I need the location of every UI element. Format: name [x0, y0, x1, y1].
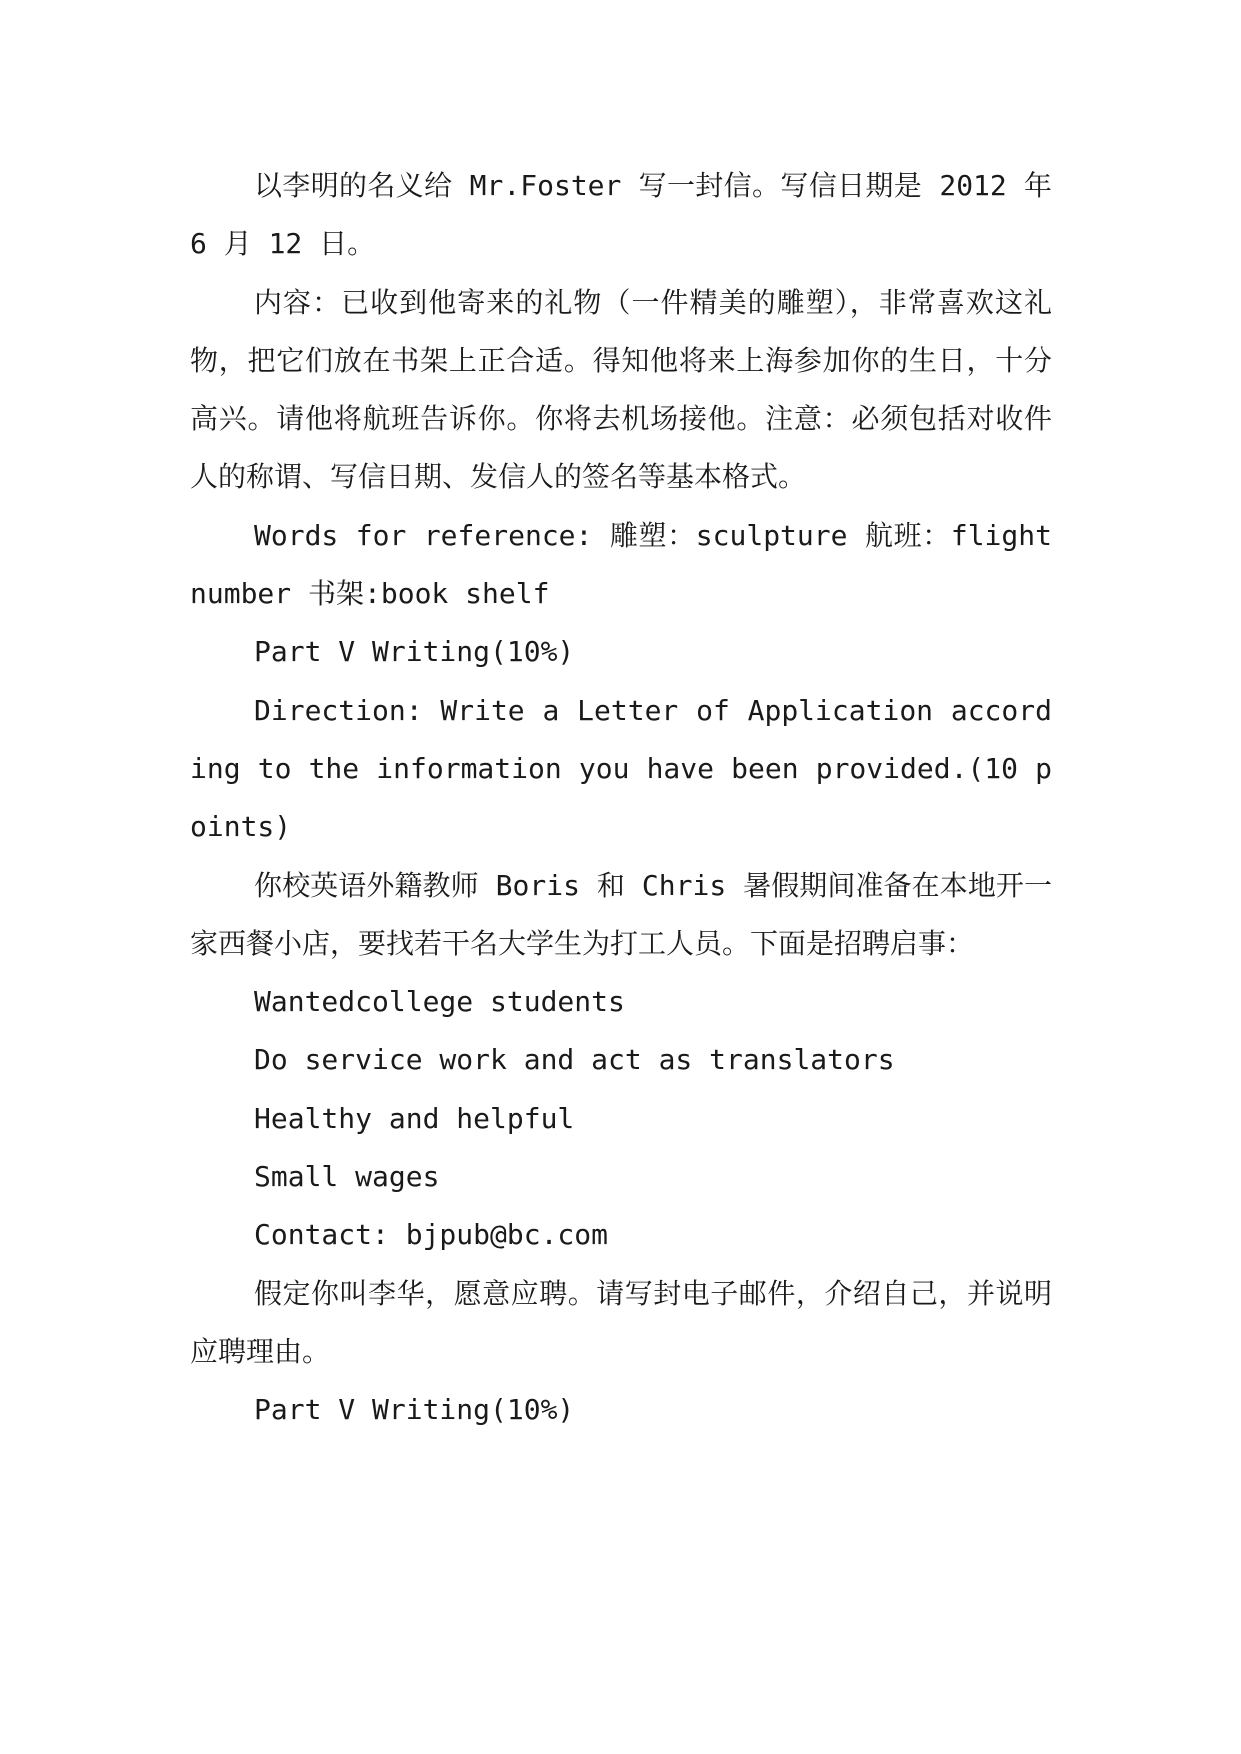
document-body: [190, 157, 1052, 1440]
ad-line-contact: Contact: bjpub@bc.com: [254, 1218, 609, 1252]
scenario-paragraph: 你校英语外籍教师 Boris 和 Chris 暑假期间准备在本地开一家西餐小店，要找若干名大学生为打工人员。下面是招聘启事：: [190, 868, 1052, 960]
instruction-paragraph: 假定你叫李华，愿意应聘。请写封电子邮件，介绍自己，并说明应聘理由。: [190, 1276, 1052, 1368]
task-content-paragraph: 内容：已收到他寄来的礼物（一件精美的雕塑），非常喜欢这礼物，把它们放在书架上正合适。得知他将来上海参加你的生日，十分高兴。请他将航班告诉你。你将去机场接他。注意：必须包括对收件人的称谓、写信日期、发信人的签名等基本格式。: [190, 285, 1052, 494]
section-heading-repeat: Part V Writing(10%): [254, 1393, 575, 1427]
direction-paragraph: Direction: Write a Letter of Application according to the information you have been provided.(10 points): [190, 693, 1052, 844]
ad-line-wages: Small wages: [254, 1160, 440, 1194]
ad-line-wanted: Wantedcollege students: [254, 985, 625, 1019]
reference-words-paragraph: Words for reference: 雕塑：sculpture 航班：flight number 书架:book shelf: [190, 518, 1052, 611]
section-heading: Part V Writing(10%): [254, 635, 575, 669]
ad-line-duties: Do service work and act as translators: [254, 1043, 895, 1077]
task-intro-paragraph: 以李明的名义给 Mr.Foster 写一封信。写信日期是 2012 年 6 月 12 日。: [190, 169, 1052, 261]
ad-line-requirements: Healthy and helpful: [254, 1101, 575, 1135]
